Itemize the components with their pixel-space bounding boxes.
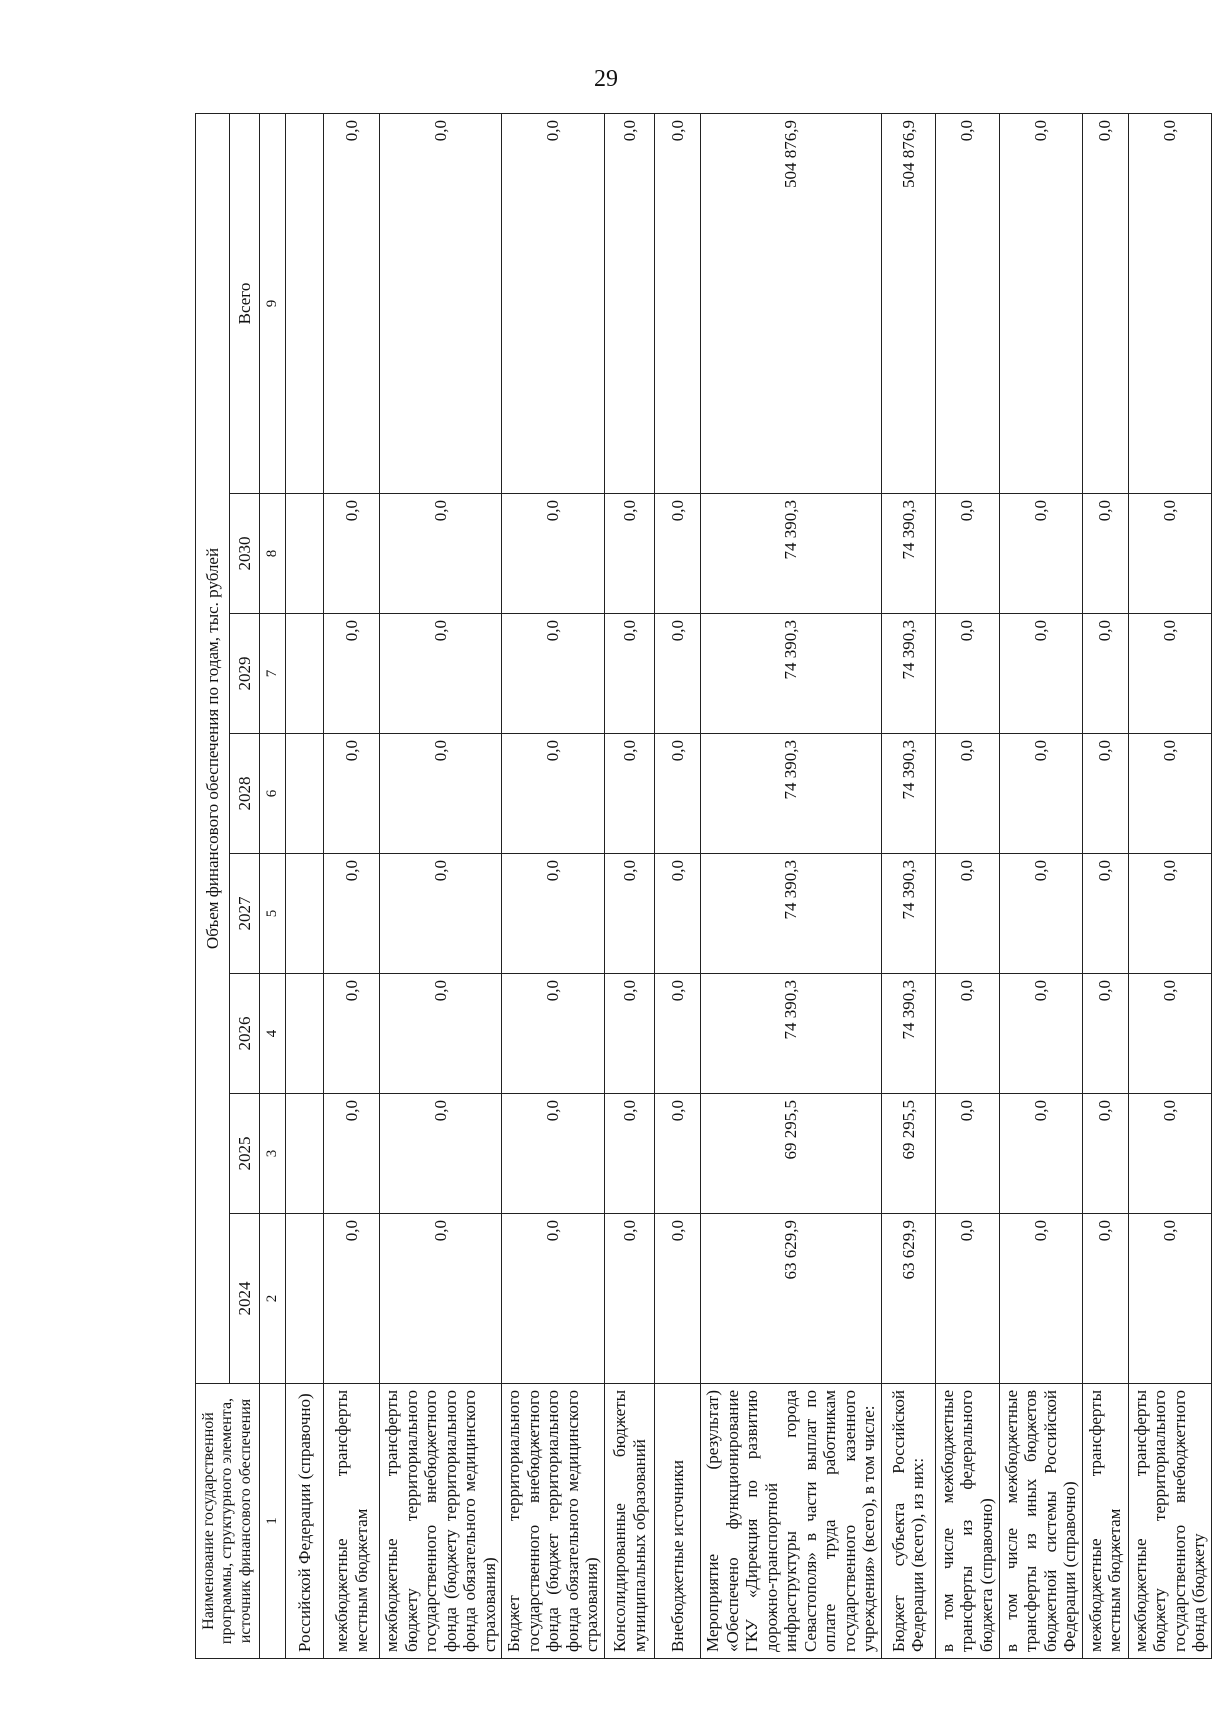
row-year-value: 0,0	[380, 494, 502, 614]
header-year: 2027	[230, 854, 260, 974]
page-number: 29	[594, 66, 618, 92]
row-year-value: 0,0	[605, 1214, 655, 1384]
row-year-value: 0,0	[1082, 1094, 1128, 1214]
row-year-value: 74 390,3	[701, 854, 882, 974]
row-year-value: 0,0	[380, 1214, 502, 1384]
row-year-value	[286, 494, 324, 614]
table-row	[380, 113, 502, 1658]
table-row	[1082, 113, 1128, 1658]
row-year-value: 0,0	[935, 1214, 999, 1384]
column-number: 1	[260, 1384, 286, 1659]
row-year-value: 63 629,9	[701, 1214, 882, 1384]
row-year-value: 0,0	[999, 494, 1082, 614]
row-year-value: 0,0	[655, 494, 701, 614]
row-year-value: 0,0	[605, 494, 655, 614]
column-number: 6	[260, 734, 286, 854]
row-year-value: 0,0	[324, 614, 380, 734]
row-year-value: 69 295,5	[701, 1094, 882, 1214]
row-label: Российской Федерации (справочно)	[286, 1384, 324, 1659]
header-year: 2028	[230, 734, 260, 854]
row-year-value: 74 390,3	[881, 494, 935, 614]
row-year-value: 0,0	[1128, 1094, 1211, 1214]
table-row	[502, 113, 605, 1658]
table-row	[286, 113, 324, 1658]
row-label: Мероприятие (результат) «Обеспечено функционирование ГКУ «Дирекция по развитию дорожно-транспортной инфраструктуры города Севастополя» в части выплат по оплате труда работникам государственного казенного учреждения» (всего), в том числе:	[701, 1384, 882, 1659]
row-total-value: 0,0	[380, 113, 502, 493]
row-label: в том числе межбюджетные трансферты из иных бюджетов бюджетной системы Российской Федерации (справочно)	[999, 1384, 1082, 1659]
row-year-value: 0,0	[502, 614, 605, 734]
row-year-value: 0,0	[655, 614, 701, 734]
row-year-value: 0,0	[935, 614, 999, 734]
row-year-value: 0,0	[1128, 1214, 1211, 1384]
row-year-value: 0,0	[935, 494, 999, 614]
column-number: 2	[260, 1214, 286, 1384]
row-year-value	[286, 854, 324, 974]
rotated-table-container	[195, 114, 1209, 1659]
row-total-value: 0,0	[655, 113, 701, 493]
row-year-value: 0,0	[1082, 1214, 1128, 1384]
row-year-value: 0,0	[655, 854, 701, 974]
row-total-value: 0,0	[935, 113, 999, 493]
header-row-volume	[196, 113, 230, 1658]
row-year-value: 0,0	[380, 854, 502, 974]
row-year-value: 0,0	[1128, 614, 1211, 734]
row-year-value: 0,0	[380, 1094, 502, 1214]
row-year-value: 0,0	[1128, 494, 1211, 614]
row-year-value: 0,0	[655, 1214, 701, 1384]
row-label: Внебюджетные источники	[655, 1384, 701, 1659]
row-year-value	[286, 974, 324, 1094]
row-year-value: 74 390,3	[881, 974, 935, 1094]
table-row	[881, 113, 935, 1658]
row-total-value: 504 876,9	[701, 113, 882, 493]
row-year-value: 0,0	[380, 614, 502, 734]
table-row	[1128, 113, 1211, 1658]
row-label: межбюджетные трансферты бюджету территориального государственного внебюджетного фонда (бюджету территориального фонда обязательного медицинского страхования)	[380, 1384, 502, 1659]
table-row	[999, 113, 1082, 1658]
row-year-value: 0,0	[1128, 734, 1211, 854]
row-year-value: 0,0	[380, 974, 502, 1094]
header-year: 2029	[230, 614, 260, 734]
column-number: 4	[260, 974, 286, 1094]
column-number: 7	[260, 614, 286, 734]
row-label: Бюджет субъекта Российской Федерации (всего), из них:	[881, 1384, 935, 1659]
column-number: 5	[260, 854, 286, 974]
table-row	[655, 113, 701, 1658]
financing-table	[195, 113, 1212, 1659]
row-year-value: 0,0	[502, 734, 605, 854]
row-year-value: 0,0	[502, 1214, 605, 1384]
row-label: Консолидированные бюджеты муниципальных образований	[605, 1384, 655, 1659]
row-total-value	[286, 113, 324, 493]
row-year-value: 0,0	[502, 974, 605, 1094]
row-year-value: 0,0	[999, 854, 1082, 974]
row-year-value: 0,0	[1082, 734, 1128, 854]
row-label: межбюджетные трансферты местным бюджетам	[1082, 1384, 1128, 1659]
header-year: 2025	[230, 1094, 260, 1214]
row-year-value: 74 390,3	[881, 854, 935, 974]
row-total-value: 504 876,9	[881, 113, 935, 493]
row-year-value: 0,0	[935, 1094, 999, 1214]
row-year-value: 74 390,3	[701, 974, 882, 1094]
row-year-value: 0,0	[999, 614, 1082, 734]
row-year-value: 0,0	[1128, 974, 1211, 1094]
row-year-value: 74 390,3	[881, 614, 935, 734]
row-year-value: 63 629,9	[881, 1214, 935, 1384]
table-row	[605, 113, 655, 1658]
row-year-value: 74 390,3	[701, 494, 882, 614]
header-year: 2030	[230, 494, 260, 614]
row-year-value: 0,0	[605, 1094, 655, 1214]
row-year-value: 0,0	[605, 614, 655, 734]
row-year-value: 0,0	[324, 974, 380, 1094]
row-year-value: 0,0	[1082, 494, 1128, 614]
column-number: 3	[260, 1094, 286, 1214]
row-year-value: 0,0	[605, 734, 655, 854]
row-year-value: 0,0	[324, 854, 380, 974]
header-name-column: Наименование государственной программы, структурного элемента, источник финансового обеспечения	[196, 1384, 260, 1659]
row-year-value: 0,0	[1128, 854, 1211, 974]
row-year-value: 0,0	[935, 734, 999, 854]
row-year-value	[286, 734, 324, 854]
row-year-value: 0,0	[1082, 854, 1128, 974]
header-year: 2026	[230, 974, 260, 1094]
table-body	[286, 113, 1212, 1658]
row-year-value: 0,0	[655, 1094, 701, 1214]
row-year-value: 0,0	[655, 734, 701, 854]
header-volume-column: Объем финансового обеспечения по годам, тыс. рублей	[196, 113, 230, 1383]
header-year: 2024	[230, 1214, 260, 1384]
row-year-value: 0,0	[324, 494, 380, 614]
header-row-column-numbers	[260, 113, 286, 1658]
row-total-value: 0,0	[502, 113, 605, 493]
table-row	[701, 113, 882, 1658]
row-label: Бюджет территориального государственного внебюджетного фонда (бюджет территориального фонда обязательного медицинского страхования)	[502, 1384, 605, 1659]
row-year-value: 69 295,5	[881, 1094, 935, 1214]
row-year-value	[286, 1094, 324, 1214]
column-number: 8	[260, 494, 286, 614]
row-year-value: 0,0	[324, 734, 380, 854]
row-total-value: 0,0	[1128, 113, 1211, 493]
row-year-value: 0,0	[1082, 614, 1128, 734]
row-year-value: 0,0	[324, 1094, 380, 1214]
row-label: в том числе межбюджетные трансферты из федерального бюджета (справочно)	[935, 1384, 999, 1659]
row-year-value: 0,0	[502, 494, 605, 614]
row-label: межбюджетные трансферты бюджету территориального государственного внебюджетного фонда (бюджету	[1128, 1384, 1211, 1659]
row-label: межбюджетные трансферты местным бюджетам	[324, 1384, 380, 1659]
row-year-value	[286, 614, 324, 734]
row-year-value: 74 390,3	[701, 614, 882, 734]
column-number: 9	[260, 113, 286, 493]
row-year-value: 0,0	[999, 734, 1082, 854]
table-row	[324, 113, 380, 1658]
row-total-value: 0,0	[605, 113, 655, 493]
row-total-value: 0,0	[999, 113, 1082, 493]
row-year-value	[286, 1214, 324, 1384]
row-year-value: 0,0	[502, 1094, 605, 1214]
table-row	[935, 113, 999, 1658]
row-year-value: 0,0	[999, 1094, 1082, 1214]
row-total-value: 0,0	[324, 113, 380, 493]
row-year-value: 0,0	[935, 974, 999, 1094]
row-total-value: 0,0	[1082, 113, 1128, 493]
row-year-value: 0,0	[502, 854, 605, 974]
row-year-value: 0,0	[605, 974, 655, 1094]
row-year-value: 0,0	[999, 974, 1082, 1094]
row-year-value: 0,0	[380, 734, 502, 854]
header-total: Всего	[230, 113, 260, 493]
row-year-value: 0,0	[605, 854, 655, 974]
row-year-value: 74 390,3	[701, 734, 882, 854]
row-year-value: 0,0	[1082, 974, 1128, 1094]
row-year-value: 0,0	[324, 1214, 380, 1384]
row-year-value: 0,0	[935, 854, 999, 974]
row-year-value: 0,0	[999, 1214, 1082, 1384]
row-year-value: 0,0	[655, 974, 701, 1094]
row-year-value: 74 390,3	[881, 734, 935, 854]
